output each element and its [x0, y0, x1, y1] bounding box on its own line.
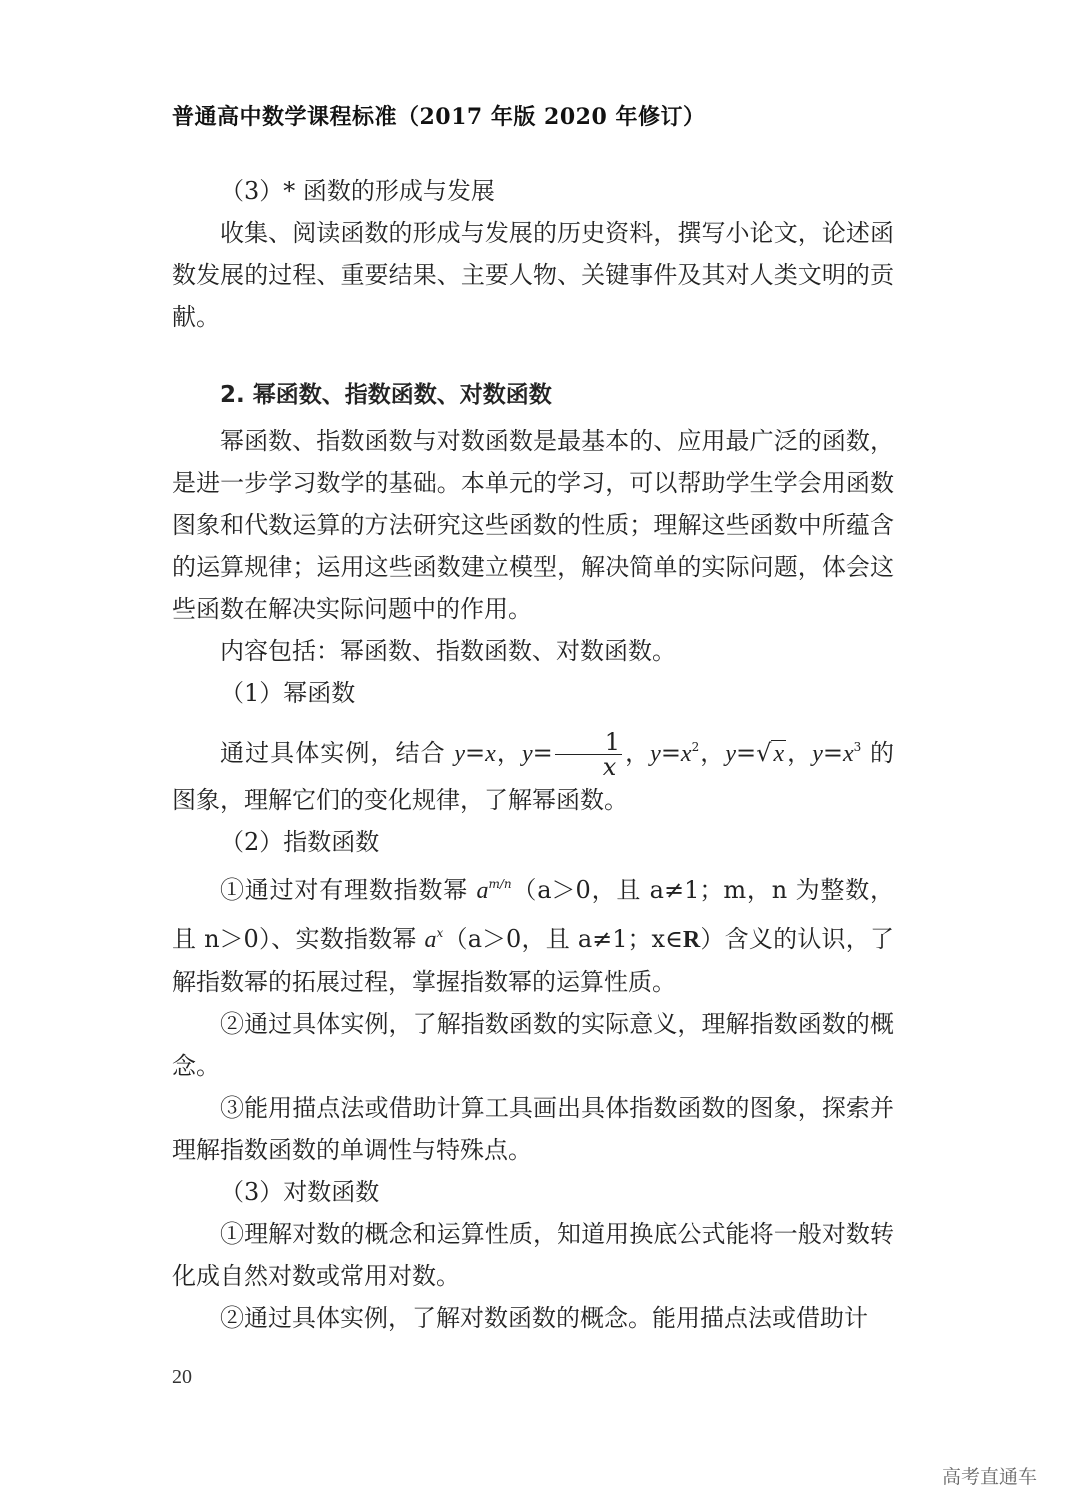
section-title: 2. 幂函数、指数函数、对数函数: [220, 382, 552, 408]
exponential-function-title: （2）指数函数: [220, 828, 380, 856]
power-function-paragraph: 通过具体实例，结合 y=x，y= $\frac{1}{x}$ ，$y=x^2$，y=√x，$y=x^3$ 的图象，理解它们的变化规律，了解幂函数。: [172, 728, 895, 814]
exponential-item-1: ①通过对有理数指数幂 $a^{m/n}(a>0$，且 a≠1；m，n 为整数，且 n＞0）、实数指数幂 $a^x(a>0$，且 a≠1；x∈R）含义的认识，了解指数幂的拓展过程，掌握指数幂的运算性质。: [172, 876, 895, 996]
watermark: 高考直通车: [942, 1466, 1038, 1488]
document-header: 普通高中数学课程标准（2017 年版 2020 年修订）: [172, 104, 706, 130]
power-function-title: （1）幂函数: [220, 679, 356, 707]
fraction-formula: $\frac{1}{x}$: [555, 730, 622, 779]
intro-paragraph: 幂函数、指数函数与对数函数是最基本的、应用最广泛的函数，是进一步学习数学的基础。本单元的学习，可以帮助学生学会用函数图象和代数运算的方法研究这些函数的性质；理解这些函数中所蕴含的运算规律；运用这些函数建立模型，解决简单的实际问题，体会这些函数在解决实际问题中的作用。: [172, 427, 894, 623]
exponential-item-3: ③能用描点法或借助计算工具画出具体指数函数的图象，探索并理解指数函数的单调性与特殊点。: [172, 1094, 894, 1164]
logarithmic-item-1: ①理解对数的概念和运算性质，知道用换底公式能将一般对数转化成自然对数或常用对数。: [172, 1220, 894, 1290]
section-2: [172, 374, 894, 416]
section-function-history: [172, 170, 894, 338]
logarithmic-item-2: ②通过具体实例，了解对数函数的概念。能用描点法或借助计: [220, 1304, 868, 1332]
contents-line: 内容包括：幂函数、指数函数、对数函数。: [220, 637, 676, 665]
formula: y: [454, 741, 466, 767]
section-2-body: [172, 420, 894, 1339]
page-number: 20: [172, 1366, 192, 1388]
logarithmic-function-title: （3）对数函数: [220, 1178, 380, 1206]
paragraph: 收集、阅读函数的形成与发展的历史资料，撰写小论文，论述函数发展的过程、重要结果、主要人物、关键事件及其对人类文明的贡献。: [172, 219, 894, 331]
exponential-item-2: ②通过具体实例，了解指数函数的实际意义，理解指数函数的概念。: [172, 1010, 894, 1080]
subsection-title: （3）* 函数的形成与发展: [220, 177, 495, 205]
